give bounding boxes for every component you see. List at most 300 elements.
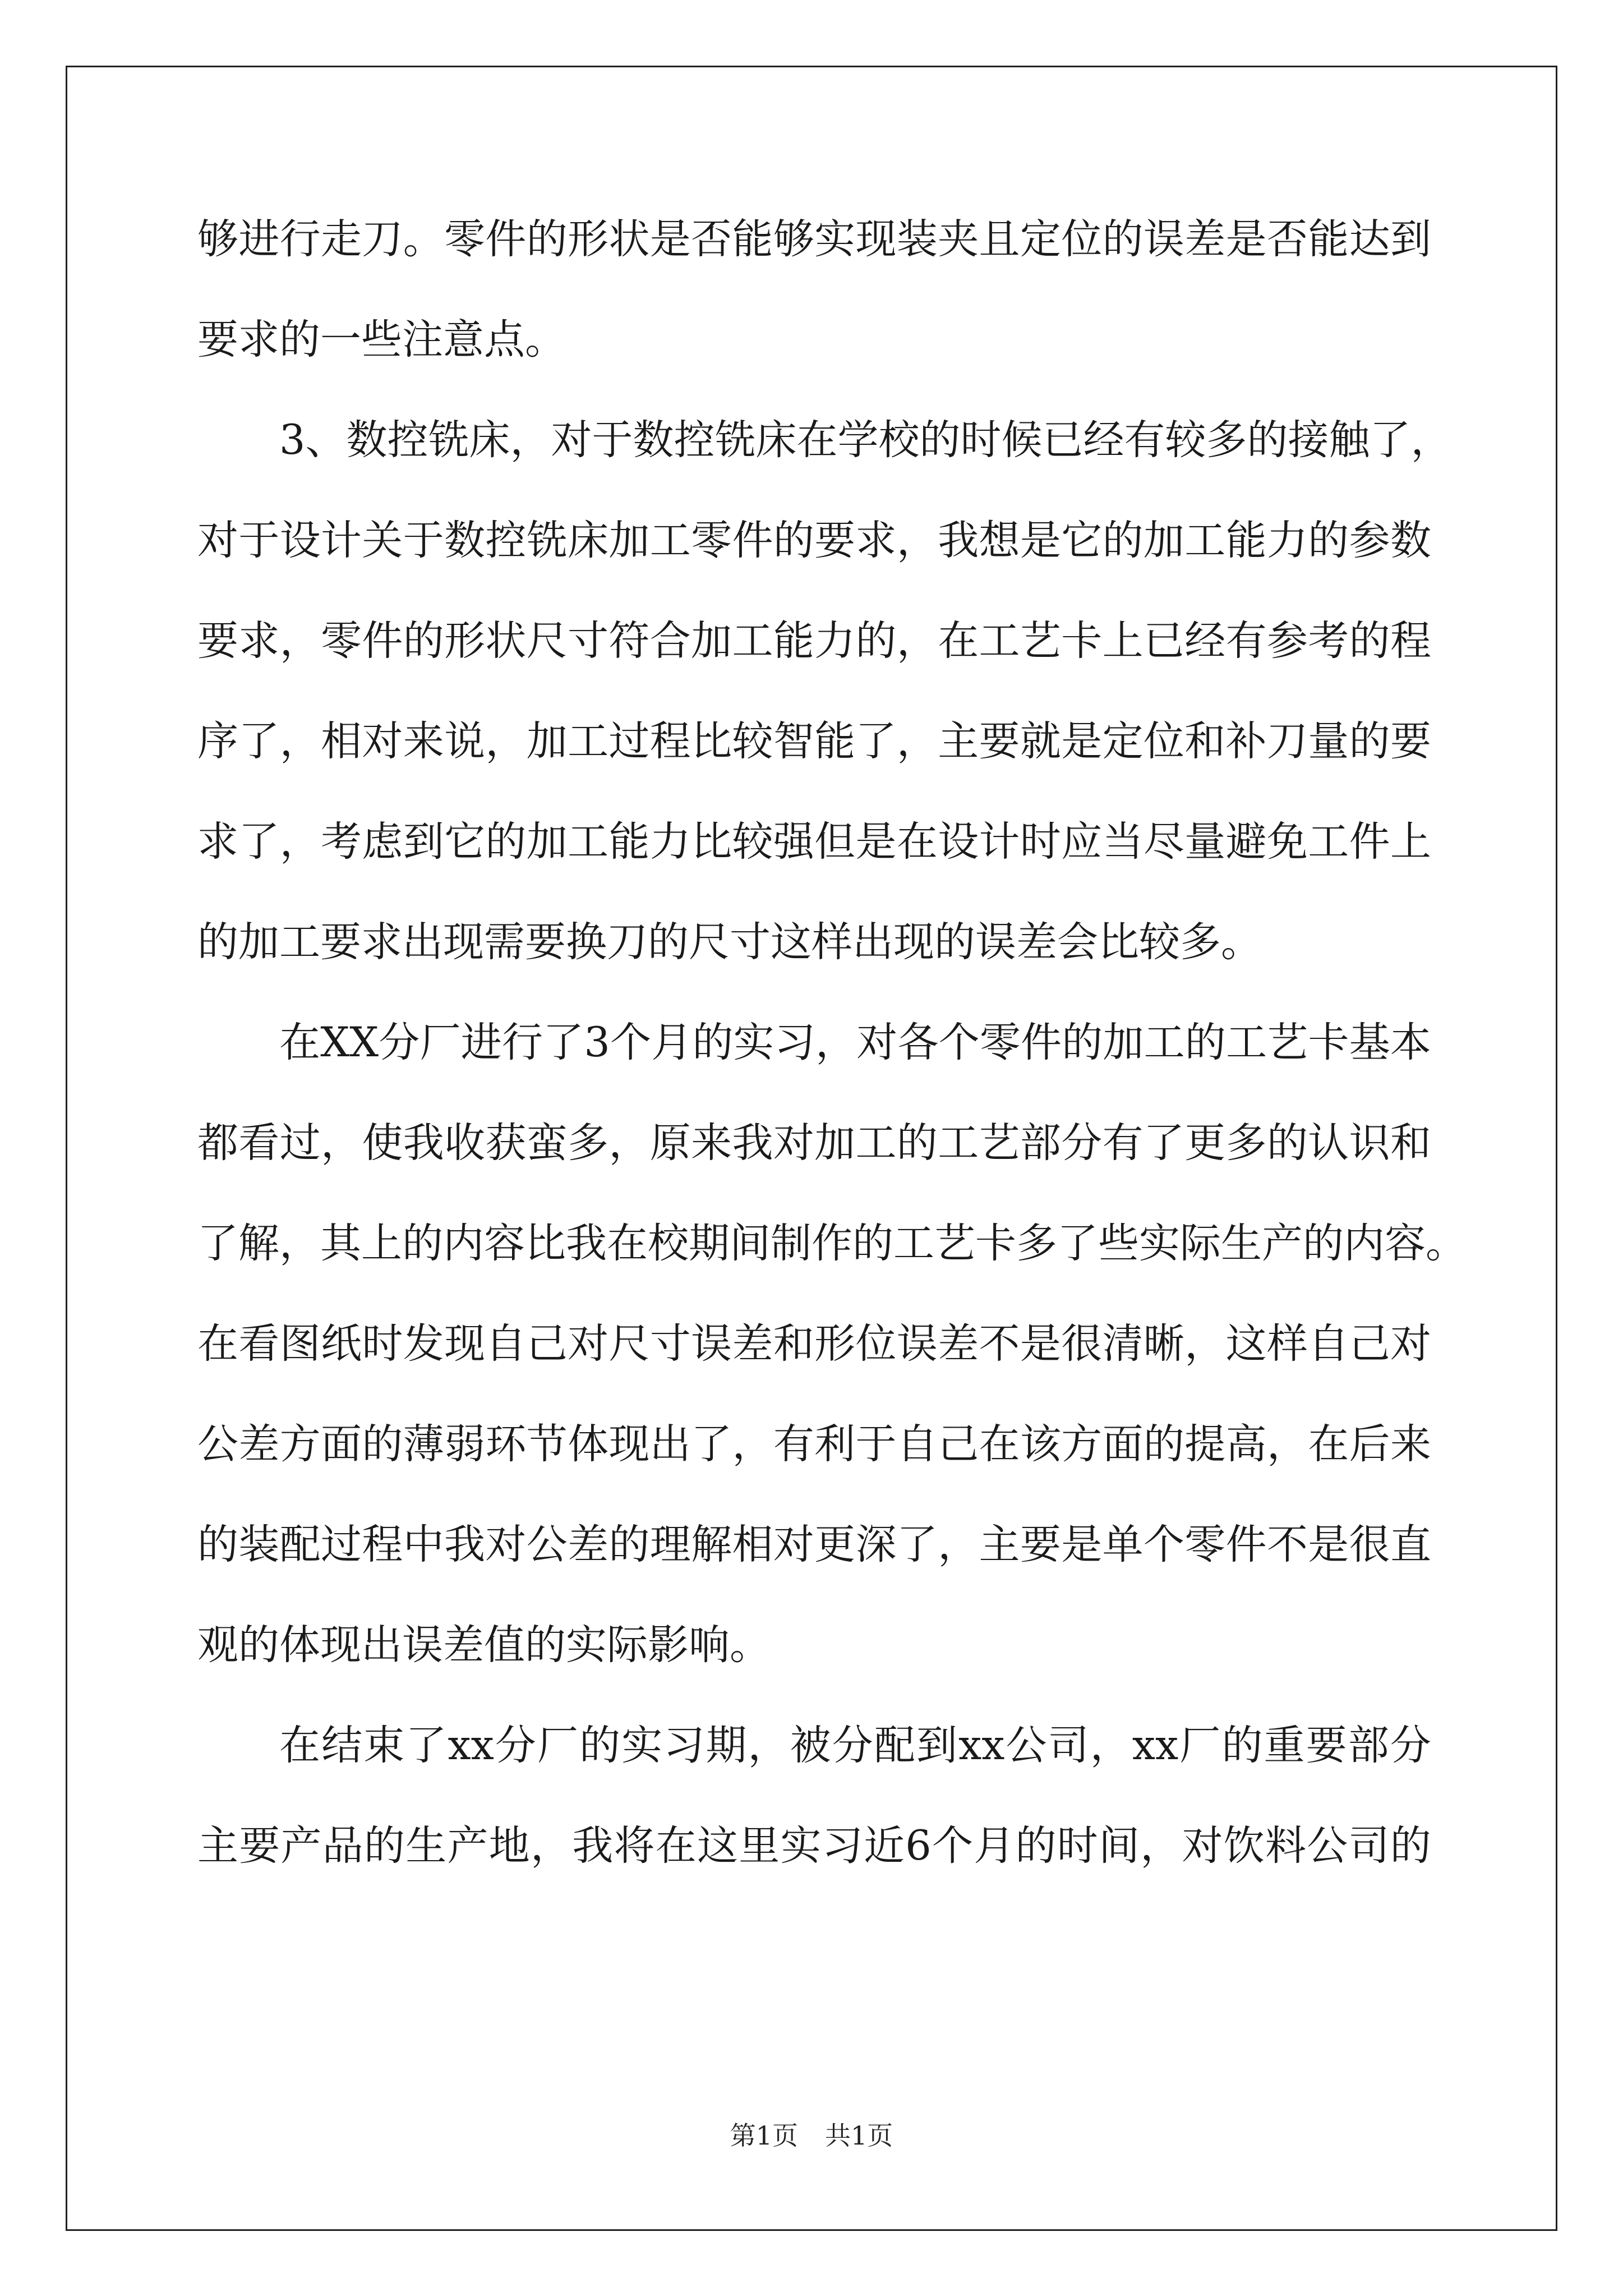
glyph: 工	[893, 1220, 934, 1267]
glyph: 己	[526, 1320, 568, 1368]
glyph: 各	[897, 1019, 939, 1066]
glyph: 就	[1020, 717, 1061, 765]
glyph: 于	[403, 517, 444, 564]
glyph: 状	[485, 617, 527, 665]
glyph: XX	[320, 1019, 379, 1066]
glyph: 定	[1102, 717, 1144, 765]
glyph: 到	[916, 1722, 957, 1769]
glyph: 结	[321, 1722, 363, 1769]
glyph: 个	[932, 1822, 973, 1870]
glyph: 床	[568, 517, 609, 564]
glyph: 卡	[1308, 1019, 1349, 1066]
glyph: 程	[1390, 617, 1431, 665]
glyph: 些	[1098, 1220, 1139, 1267]
glyph: 要	[1306, 1722, 1347, 1769]
glyph: 间	[730, 1220, 771, 1267]
glyph: 分	[1061, 1119, 1103, 1167]
glyph: ，	[1090, 1722, 1131, 1769]
glyph: 际	[1180, 1220, 1221, 1267]
glyph: 形	[814, 1320, 856, 1368]
glyph: 的	[1221, 1722, 1263, 1769]
glyph: ，	[815, 1019, 857, 1066]
glyph: 刀	[1266, 717, 1308, 765]
glyph: 零	[321, 617, 362, 665]
glyph: 的	[1143, 1420, 1184, 1468]
glyph: 虑	[362, 818, 403, 866]
glyph: 序	[197, 717, 238, 765]
glyph: 的	[485, 818, 527, 866]
glyph: ，	[896, 617, 938, 665]
glyph: 经	[1184, 617, 1226, 665]
glyph: 习	[663, 1722, 705, 1769]
glyph: ，	[321, 1119, 362, 1167]
glyph: 于	[238, 517, 280, 564]
glyph: 我	[732, 1119, 773, 1167]
glyph: 发	[403, 1320, 444, 1368]
glyph: 状	[608, 215, 650, 263]
glyph: 的	[197, 1521, 238, 1568]
glyph: 是	[649, 215, 691, 263]
glyph: 原	[649, 1119, 691, 1167]
glyph: 件	[732, 517, 773, 564]
glyph: 卡	[975, 1220, 1016, 1267]
glyph: 了	[1143, 1119, 1184, 1167]
glyph: 加	[1103, 1019, 1144, 1066]
glyph: 走	[321, 215, 362, 263]
glyph: 避	[1225, 818, 1267, 866]
glyph: 装	[238, 1521, 280, 1568]
glyph: 厂	[537, 1722, 578, 1769]
glyph: 进	[238, 215, 280, 263]
glyph: 实	[621, 1722, 663, 1769]
glyph: 收	[444, 1119, 486, 1167]
glyph: 且	[979, 215, 1020, 263]
glyph: ，	[279, 617, 321, 665]
glyph: 比	[691, 717, 732, 765]
glyph: 深	[855, 1521, 897, 1568]
glyph: ，	[531, 1822, 571, 1870]
text-line	[279, 409, 1452, 471]
glyph: 比	[525, 1220, 566, 1267]
glyph: 铣	[714, 416, 756, 464]
glyph: 定	[1020, 215, 1061, 263]
glyph: 期	[706, 1722, 747, 1769]
glyph: 司	[1348, 1822, 1390, 1870]
glyph: 。	[403, 215, 444, 263]
glyph: 它	[444, 818, 486, 866]
glyph: ，	[1140, 1822, 1182, 1870]
glyph: 蛮	[526, 1119, 568, 1167]
glyph: 是	[855, 818, 897, 866]
glyph: 铣	[428, 416, 469, 464]
glyph: 看	[238, 1320, 280, 1368]
glyph: 司	[1048, 1722, 1089, 1769]
text-line	[197, 1112, 1431, 1174]
glyph: 计	[321, 517, 362, 564]
glyph: 。	[1426, 1220, 1467, 1267]
glyph: 在	[655, 1822, 697, 1870]
glyph: 了	[896, 1521, 938, 1568]
glyph: 行	[501, 1019, 543, 1066]
glyph: 控	[387, 416, 428, 464]
glyph: 饮	[1223, 1822, 1265, 1870]
glyph: 触	[1329, 416, 1370, 464]
glyph: 在	[279, 1019, 320, 1066]
line-text: 的加工要求出现需要换刀的尺寸这样出现的误差会比较多。	[197, 918, 1262, 966]
glyph: 参	[1266, 617, 1308, 665]
glyph: ，	[938, 1521, 979, 1568]
glyph: ，	[748, 1722, 789, 1769]
glyph: 进	[460, 1019, 502, 1066]
glyph: 公	[1307, 1822, 1348, 1870]
glyph: xx	[958, 1722, 1005, 1769]
line-text: 要求的一些注意点。	[197, 316, 566, 364]
glyph: ，	[1184, 1320, 1226, 1368]
glyph: 的	[1349, 617, 1390, 665]
glyph: 是	[1225, 215, 1267, 263]
glyph: 对	[1182, 1822, 1223, 1870]
glyph: 时	[1057, 1822, 1098, 1870]
glyph: 床	[755, 416, 797, 464]
glyph: xx	[448, 1722, 494, 1769]
glyph: 识	[1349, 1119, 1390, 1167]
glyph: 能	[608, 818, 650, 866]
glyph: 对	[551, 416, 592, 464]
glyph: 力	[814, 617, 856, 665]
glyph: 生	[1221, 1220, 1262, 1267]
glyph: 基	[1349, 1019, 1390, 1066]
glyph: 弱	[444, 1420, 486, 1468]
glyph: 数	[444, 517, 486, 564]
glyph: 的	[852, 1220, 893, 1267]
glyph: 的	[579, 1722, 621, 1769]
glyph: 了	[238, 818, 280, 866]
glyph: 我	[566, 1220, 607, 1267]
glyph: 校	[878, 416, 920, 464]
glyph: 对	[485, 1521, 527, 1568]
glyph: 很	[1061, 1320, 1103, 1368]
text-line	[197, 1514, 1431, 1576]
glyph: 对	[856, 1019, 898, 1066]
glyph: 在	[197, 1320, 238, 1368]
glyph: 过	[608, 717, 650, 765]
glyph: 薄	[403, 1420, 444, 1468]
glyph: 的	[773, 517, 814, 564]
glyph: 数	[633, 416, 674, 464]
glyph: 数	[346, 416, 388, 464]
glyph: 产	[1262, 1220, 1303, 1267]
glyph: 和	[1390, 1119, 1431, 1167]
glyph: 个	[610, 1019, 652, 1066]
glyph: 在	[1308, 1420, 1349, 1468]
glyph: 来	[1390, 1420, 1431, 1468]
glyph: 本	[1390, 1019, 1431, 1066]
glyph: 的	[1266, 1119, 1308, 1167]
glyph: 厂	[419, 1019, 461, 1066]
glyph: 对	[362, 717, 403, 765]
glyph: 认	[1308, 1119, 1349, 1167]
glyph: 习	[822, 1822, 863, 1870]
glyph: 艺	[934, 1220, 975, 1267]
glyph: 的	[919, 416, 961, 464]
glyph: 免	[1266, 818, 1308, 866]
glyph: 了	[691, 1420, 732, 1468]
glyph: 配	[874, 1722, 915, 1769]
glyph: 习	[774, 1019, 815, 1066]
glyph: 加	[526, 717, 568, 765]
glyph: 晰	[1143, 1320, 1184, 1368]
glyph: 能	[814, 717, 856, 765]
glyph: 图	[279, 1320, 321, 1368]
glyph: 零	[979, 1019, 1021, 1066]
glyph: 要	[1390, 717, 1431, 765]
glyph: 相	[732, 1521, 773, 1568]
glyph: 件	[1021, 1019, 1062, 1066]
glyph: 自	[485, 1320, 527, 1368]
glyph: 差	[568, 1521, 609, 1568]
glyph: 主	[938, 717, 979, 765]
glyph: 的	[1062, 1019, 1103, 1066]
glyph: 较	[732, 818, 773, 866]
glyph: 直	[1390, 1521, 1431, 1568]
glyph: 力	[649, 818, 691, 866]
glyph: 位	[1061, 215, 1103, 263]
glyph: 方	[279, 1420, 321, 1468]
glyph: 了	[197, 1220, 238, 1267]
text-line	[197, 610, 1431, 672]
glyph: 量	[1308, 717, 1349, 765]
glyph: 近	[864, 1822, 905, 1870]
glyph: 的	[403, 617, 444, 665]
glyph: ，	[1410, 416, 1452, 464]
glyph: 工	[568, 717, 609, 765]
glyph: xx	[1132, 1722, 1179, 1769]
glyph: ，	[1266, 1420, 1308, 1468]
glyph: 比	[691, 818, 732, 866]
glyph: 的	[1015, 1822, 1057, 1870]
glyph: 里	[739, 1822, 780, 1870]
glyph: 公	[526, 1521, 568, 1568]
glyph: 差	[1184, 215, 1226, 263]
glyph: 能	[732, 215, 773, 263]
glyph: 件	[362, 617, 403, 665]
glyph: 这	[697, 1822, 738, 1870]
glyph: 了	[543, 1019, 584, 1066]
glyph: ，	[279, 717, 321, 765]
glyph: 了	[1057, 1220, 1098, 1267]
glyph: 的	[402, 1220, 443, 1267]
text-line	[197, 1414, 1431, 1475]
glyph: 获	[485, 1119, 527, 1167]
glyph: 来	[691, 1119, 732, 1167]
text-line	[197, 1815, 1431, 1877]
glyph: 艺	[979, 1119, 1020, 1167]
glyph: 和	[1184, 717, 1226, 765]
glyph: 要	[979, 717, 1020, 765]
glyph: 很	[1349, 1521, 1390, 1568]
glyph: 是	[1308, 1521, 1349, 1568]
glyph: 卡	[1061, 617, 1103, 665]
glyph: 对	[197, 517, 238, 564]
glyph: 月	[651, 1019, 693, 1066]
glyph: 加	[691, 617, 732, 665]
glyph: 对	[773, 1119, 814, 1167]
glyph: 时	[960, 416, 1002, 464]
text-line	[279, 1715, 1431, 1777]
glyph: 利	[814, 1420, 856, 1468]
glyph: 件	[1349, 818, 1390, 866]
glyph: 的	[364, 1822, 405, 1870]
glyph: 都	[197, 1119, 238, 1167]
glyph: 位	[855, 1320, 897, 1368]
glyph: 力	[1266, 517, 1308, 564]
glyph: 位	[1143, 717, 1184, 765]
glyph: ，	[510, 416, 551, 464]
glyph: 计	[979, 818, 1020, 866]
glyph: 工	[568, 818, 609, 866]
glyph: 达	[1349, 215, 1390, 263]
glyph: 在	[979, 1420, 1020, 1468]
glyph: 对	[773, 1521, 814, 1568]
glyph: 差	[238, 1420, 280, 1468]
glyph: 了	[405, 1722, 447, 1769]
glyph: 相	[321, 717, 362, 765]
glyph: 零	[691, 517, 732, 564]
glyph: 智	[773, 717, 814, 765]
glyph: 夹	[938, 215, 979, 263]
glyph: 的	[1303, 1220, 1344, 1267]
glyph: 品	[322, 1822, 363, 1870]
glyph: 容	[484, 1220, 525, 1267]
glyph: 环	[485, 1420, 527, 1468]
glyph: 已	[1143, 617, 1184, 665]
glyph: 在	[607, 1220, 648, 1267]
glyph: 6	[905, 1822, 932, 1870]
glyph: 但	[814, 818, 856, 866]
glyph: 该	[1020, 1420, 1061, 1468]
glyph: 面	[1102, 1420, 1144, 1468]
glyph: 提	[1184, 1420, 1226, 1468]
glyph: 上	[1102, 617, 1144, 665]
glyph: 差	[732, 1320, 773, 1368]
glyph: ，	[896, 517, 938, 564]
glyph: 对	[1390, 1320, 1431, 1368]
glyph: 说	[444, 717, 486, 765]
glyph: 我	[938, 517, 979, 564]
glyph: ，	[896, 717, 938, 765]
glyph: 重	[1264, 1722, 1305, 1769]
glyph: 解	[691, 1521, 732, 1568]
glyph: 来	[403, 717, 444, 765]
glyph: 制	[771, 1220, 811, 1267]
glyph: 个	[1143, 1521, 1184, 1568]
glyph: 的	[362, 1420, 403, 1468]
glyph: 工	[979, 617, 1020, 665]
glyph: 主	[979, 1521, 1020, 1568]
glyph: 控	[485, 517, 527, 564]
glyph: 了	[238, 717, 280, 765]
glyph: 的	[896, 1119, 938, 1167]
glyph: 尽	[1143, 818, 1184, 866]
glyph: 时	[1020, 818, 1061, 866]
glyph: 于	[855, 1420, 897, 1468]
glyph: 加	[814, 1119, 856, 1167]
text-line	[279, 1012, 1431, 1074]
glyph: 作	[811, 1220, 852, 1267]
glyph: 的	[1308, 517, 1349, 564]
glyph: 出	[649, 1420, 691, 1468]
glyph: 求	[197, 818, 238, 866]
glyph: 使	[362, 1119, 403, 1167]
glyph: 是	[1061, 717, 1103, 765]
glyph: 刀	[362, 215, 403, 263]
glyph: 工	[1184, 517, 1226, 564]
glyph: 设	[938, 818, 979, 866]
glyph: 看	[238, 1119, 280, 1167]
page-total: 共1页	[825, 2120, 893, 2151]
glyph: 部	[1348, 1722, 1389, 1769]
glyph: 否	[1266, 215, 1308, 263]
glyph: 我	[403, 1119, 444, 1167]
glyph: 到	[1390, 215, 1431, 263]
glyph: 内	[1344, 1220, 1385, 1267]
glyph: 产	[280, 1822, 322, 1870]
glyph: 工	[649, 517, 691, 564]
glyph: 关	[362, 517, 403, 564]
glyph: 求	[855, 517, 897, 564]
glyph: 形	[568, 215, 609, 263]
glyph: 过	[321, 1521, 362, 1568]
text-line	[197, 309, 566, 371]
glyph: 更	[1184, 1119, 1226, 1167]
glyph: 寸	[568, 617, 609, 665]
glyph: 应	[1061, 818, 1103, 866]
glyph: 在	[796, 416, 838, 464]
glyph: 分	[832, 1722, 873, 1769]
glyph: 差	[938, 1320, 979, 1368]
glyph: 控	[674, 416, 715, 464]
glyph: 单	[1102, 1521, 1144, 1568]
glyph: 于	[592, 416, 633, 464]
glyph: 是	[1020, 1320, 1061, 1368]
glyph: 有	[1225, 617, 1267, 665]
glyph: 月	[974, 1822, 1015, 1870]
glyph: 分	[379, 1019, 420, 1066]
glyph: 分	[1390, 1722, 1431, 1769]
glyph: 在	[279, 1722, 320, 1769]
glyph: 将	[614, 1822, 655, 1870]
glyph: ，	[279, 818, 321, 866]
glyph: 自	[1308, 1320, 1349, 1368]
glyph: 实	[1139, 1220, 1180, 1267]
glyph: 公	[1006, 1722, 1047, 1769]
glyph: 工	[732, 617, 773, 665]
glyph: 中	[403, 1521, 444, 1568]
glyph: 和	[773, 1320, 814, 1368]
glyph: 束	[363, 1722, 405, 1769]
glyph: 工	[1308, 818, 1349, 866]
glyph: 工	[938, 1119, 979, 1167]
glyph: 是	[1061, 1521, 1103, 1568]
glyph: 合	[649, 617, 691, 665]
page-number: 第1页	[730, 2120, 798, 2151]
glyph: 料	[1265, 1822, 1306, 1870]
glyph: 在	[896, 818, 938, 866]
glyph: 样	[1266, 1320, 1308, 1368]
text-line	[197, 209, 1431, 270]
glyph: ，	[279, 1220, 320, 1267]
glyph: 多	[1206, 416, 1247, 464]
